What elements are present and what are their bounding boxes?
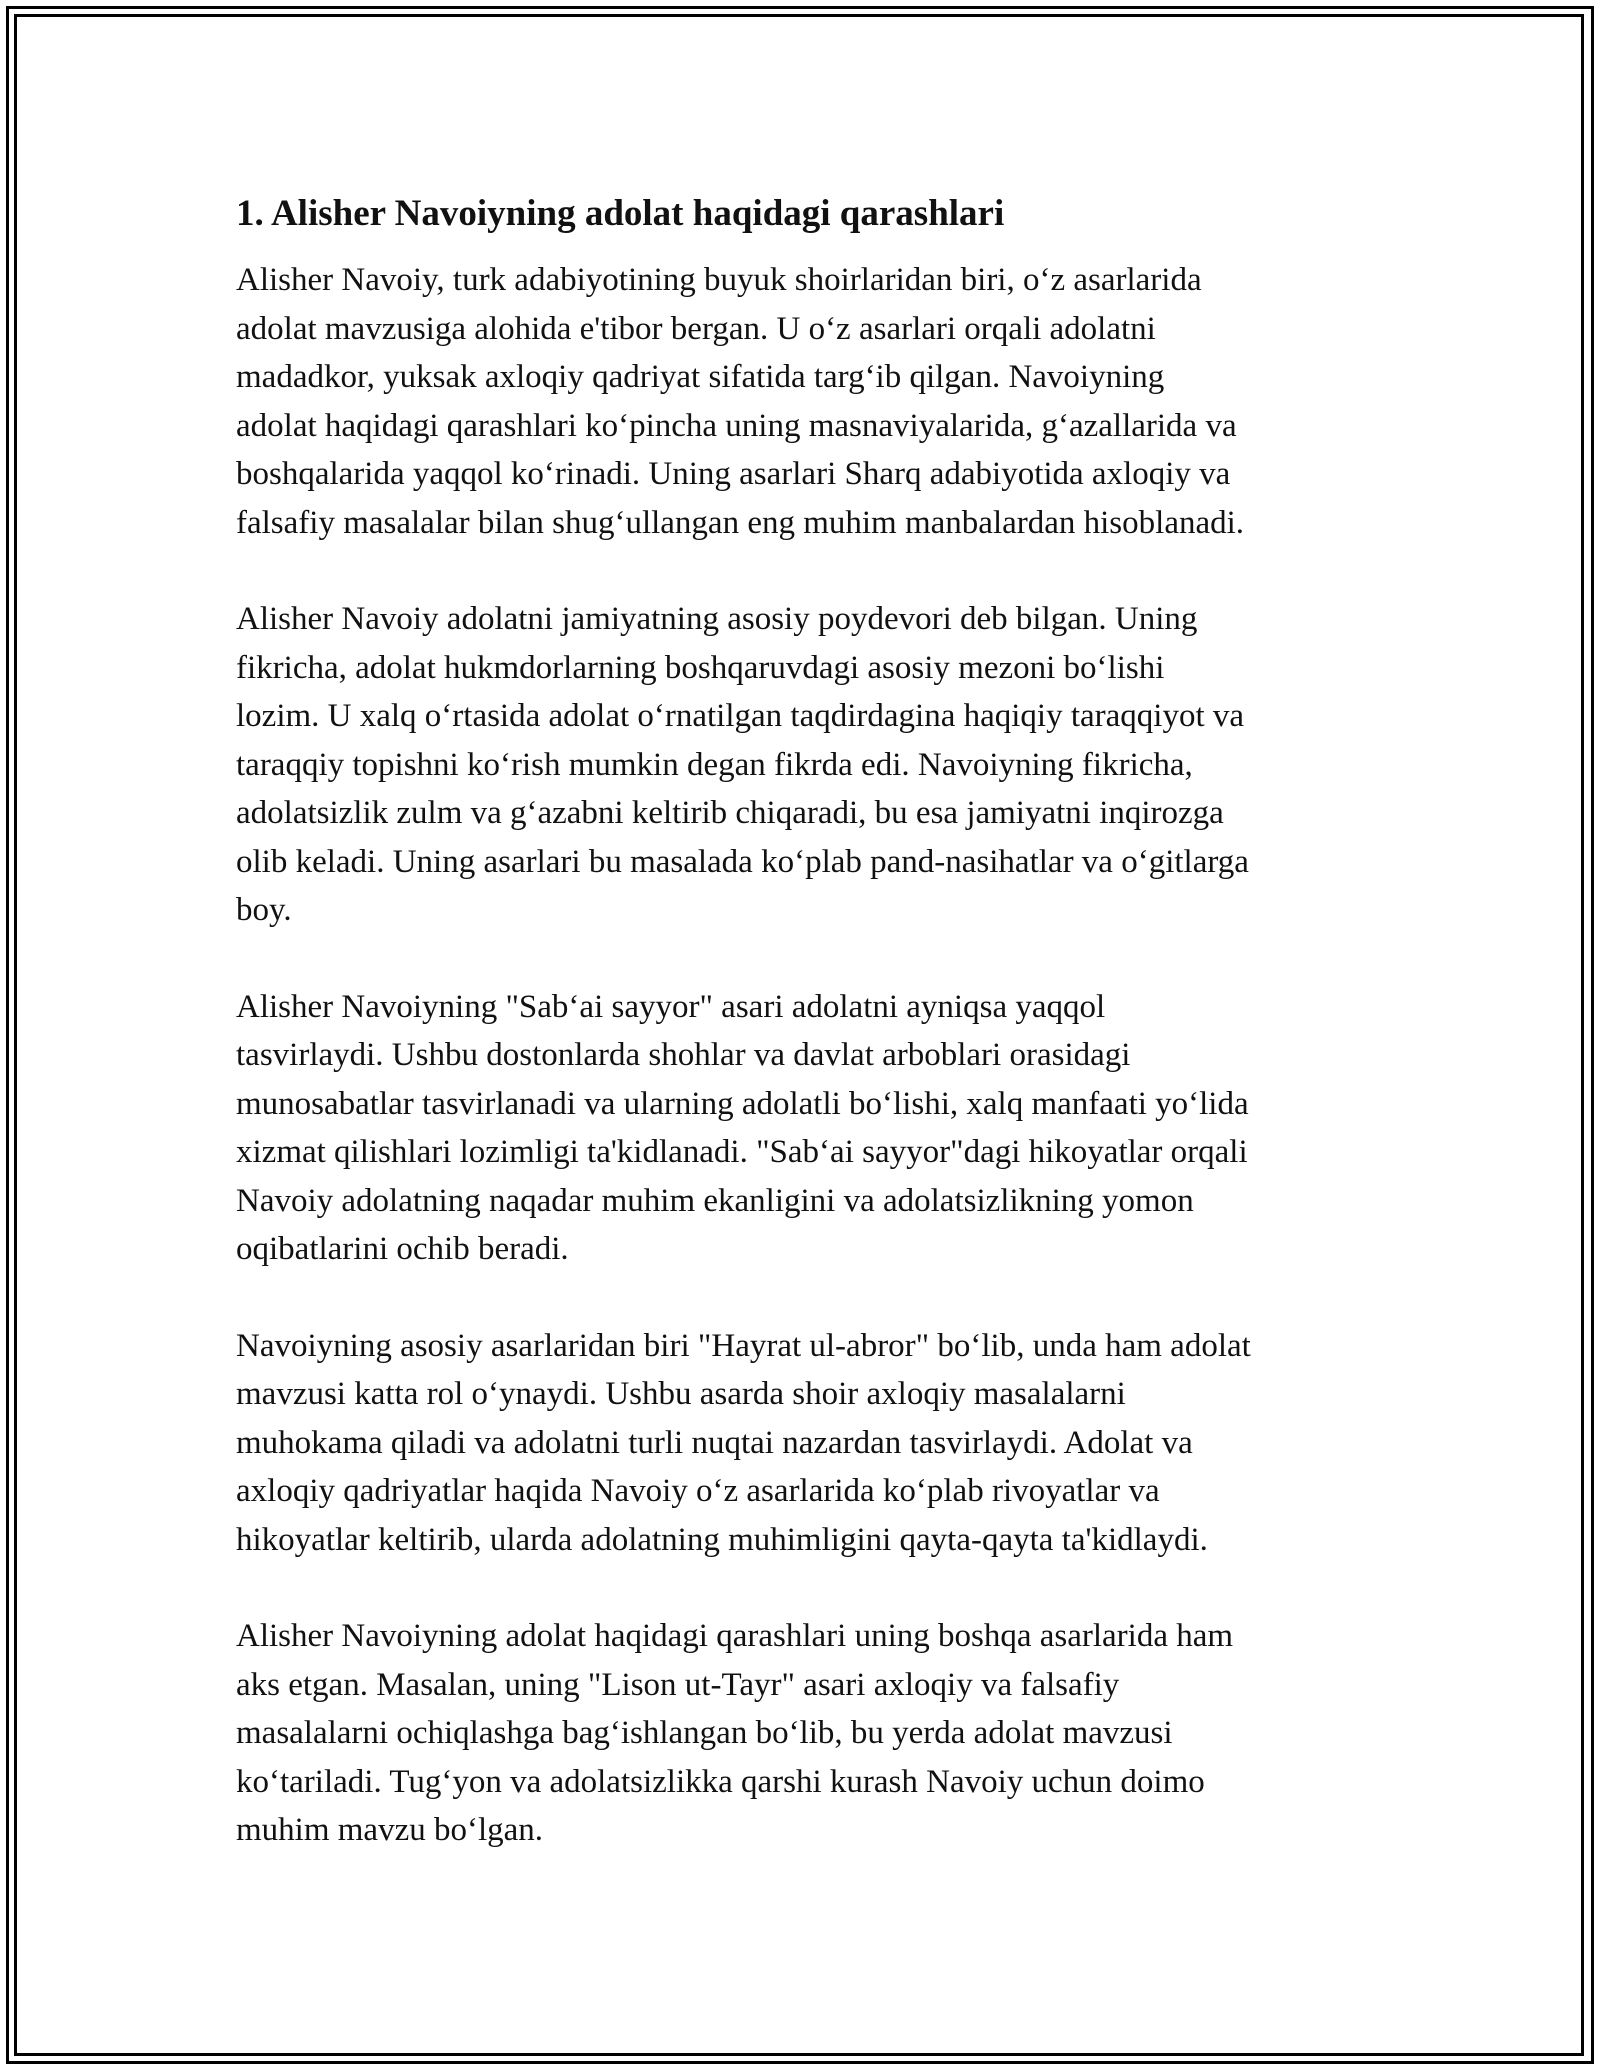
paragraph-line: xizmat qilishlari lozimligi ta'kidlanadi. "Sab‘ai sayyor"dagi hikoyatlar orqali xyxy=(236,1134,1248,1170)
document-body xyxy=(236,186,1386,1903)
paragraph-line: Alisher Navoiy adolatni jamiyatning asosiy poydevori deb bilgan. Uning xyxy=(236,601,1198,637)
paragraph-line: adolat haqidagi qarashlari ko‘pincha uning masnaviyalarida, g‘azallarida va xyxy=(236,407,1237,444)
paragraph-line: Alisher Navoiyning adolat haqidagi qarashlari uning boshqa asarlarida ham xyxy=(236,1618,1234,1654)
paragraph-1 xyxy=(236,256,1386,547)
paragraph-line: masalalarni ochiqlashga bag‘ishlangan bo‘lib, bu yerda adolat mavzusi xyxy=(236,1715,1173,1751)
paragraph-line: adolatsizlik zulm va g‘azabni keltirib chiqaradi, bu esa jamiyatni inqirozga xyxy=(236,795,1224,831)
paragraph-line: oqibatlarini ochib beradi. xyxy=(236,1231,569,1267)
paragraph-line: mavzusi katta rol o‘ynaydi. Ushbu asarda shoir axloqiy masalalarni xyxy=(236,1376,1126,1412)
paragraph-line: lozim. U xalq o‘rtasida adolat o‘rnatilgan taqdirdagina haqiqiy taraqqiyot va xyxy=(236,698,1245,734)
paragraph-line: aks etgan. Masalan, uning "Lison ut-Tayr" asari axloqiy va falsafiy xyxy=(236,1666,1120,1703)
paragraph-line: fikricha, adolat hukmdorlarning boshqaruvdagi asosiy mezoni bo‘lishi xyxy=(236,649,1165,686)
paragraph-line: boy. xyxy=(236,892,292,928)
paragraph-line: madadkor, yuksak axloqiy qadriyat sifatida targ‘ib qilgan. Navoiyning xyxy=(236,359,1165,395)
paragraph-2 xyxy=(236,595,1386,935)
paragraph-line: Alisher Navoiy, turk adabiyotining buyuk shoirlaridan biri, o‘z asarlarida xyxy=(236,262,1202,298)
paragraph-line: hikoyatlar keltirib, ularda adolatning muhimligini qayta-qayta ta'kidlaydi. xyxy=(236,1521,1208,1558)
paragraph-line: ko‘tariladi. Tug‘yon va adolatsizlikka qarshi kurash Navoiy uchun doimo xyxy=(236,1763,1205,1800)
section-title: 1. Alisher Navoiyning adolat haqidagi qarashlari xyxy=(236,193,1005,234)
paragraph-line: muhokama qiladi va adolatni turli nuqtai nazardan tasvirlaydi. Adolat va xyxy=(236,1424,1193,1461)
paragraph-line: olib keladi. Uning asarlari bu masalada ko‘plab pand-nasihatlar va o‘gitlarga xyxy=(236,843,1249,880)
paragraph-line: axloqiy qadriyatlar haqida Navoiy o‘z asarlarida ko‘plab rivoyatlar va xyxy=(236,1473,1160,1509)
paragraph-line: taraqqiy topishni ko‘rish mumkin degan fikrda edi. Navoiyning fikricha, xyxy=(236,746,1193,783)
paragraph-line: munosabatlar tasvirlanadi va ularning adolatli bo‘lishi, xalq manfaati yo‘lida xyxy=(236,1085,1249,1122)
paragraph-line: falsafiy masalalar bilan shug‘ullangan eng muhim manbalardan hisoblanadi. xyxy=(236,504,1245,541)
paragraph-line: Alisher Navoiyning "Sab‘ai sayyor" asari adolatni ayniqsa yaqqol xyxy=(236,988,1106,1025)
paragraph-4 xyxy=(236,1322,1386,1565)
paragraph-line: Navoiyning asosiy asarlaridan biri "Hayrat ul-abror" bo‘lib, unda ham adolat xyxy=(236,1327,1251,1364)
paragraph-5 xyxy=(236,1612,1386,1855)
paragraph-line: Navoiy adolatning naqadar muhim ekanligini va adolatsizlikning yomon xyxy=(236,1182,1194,1219)
paragraph-line: tasvirlaydi. Ushbu dostonlarda shohlar va davlat arboblari orasidagi xyxy=(236,1037,1131,1073)
paragraph-line: boshqalarida yaqqol ko‘rinadi. Uning asarlari Sharq adabiyotida axloqiy va xyxy=(236,456,1231,492)
paragraph-3 xyxy=(236,983,1386,1274)
paragraph-line: adolat mavzusiga alohida e'tibor bergan. U o‘z asarlari orqali adolatni xyxy=(236,310,1156,347)
paragraph-line: muhim mavzu bo‘lgan. xyxy=(236,1812,544,1848)
